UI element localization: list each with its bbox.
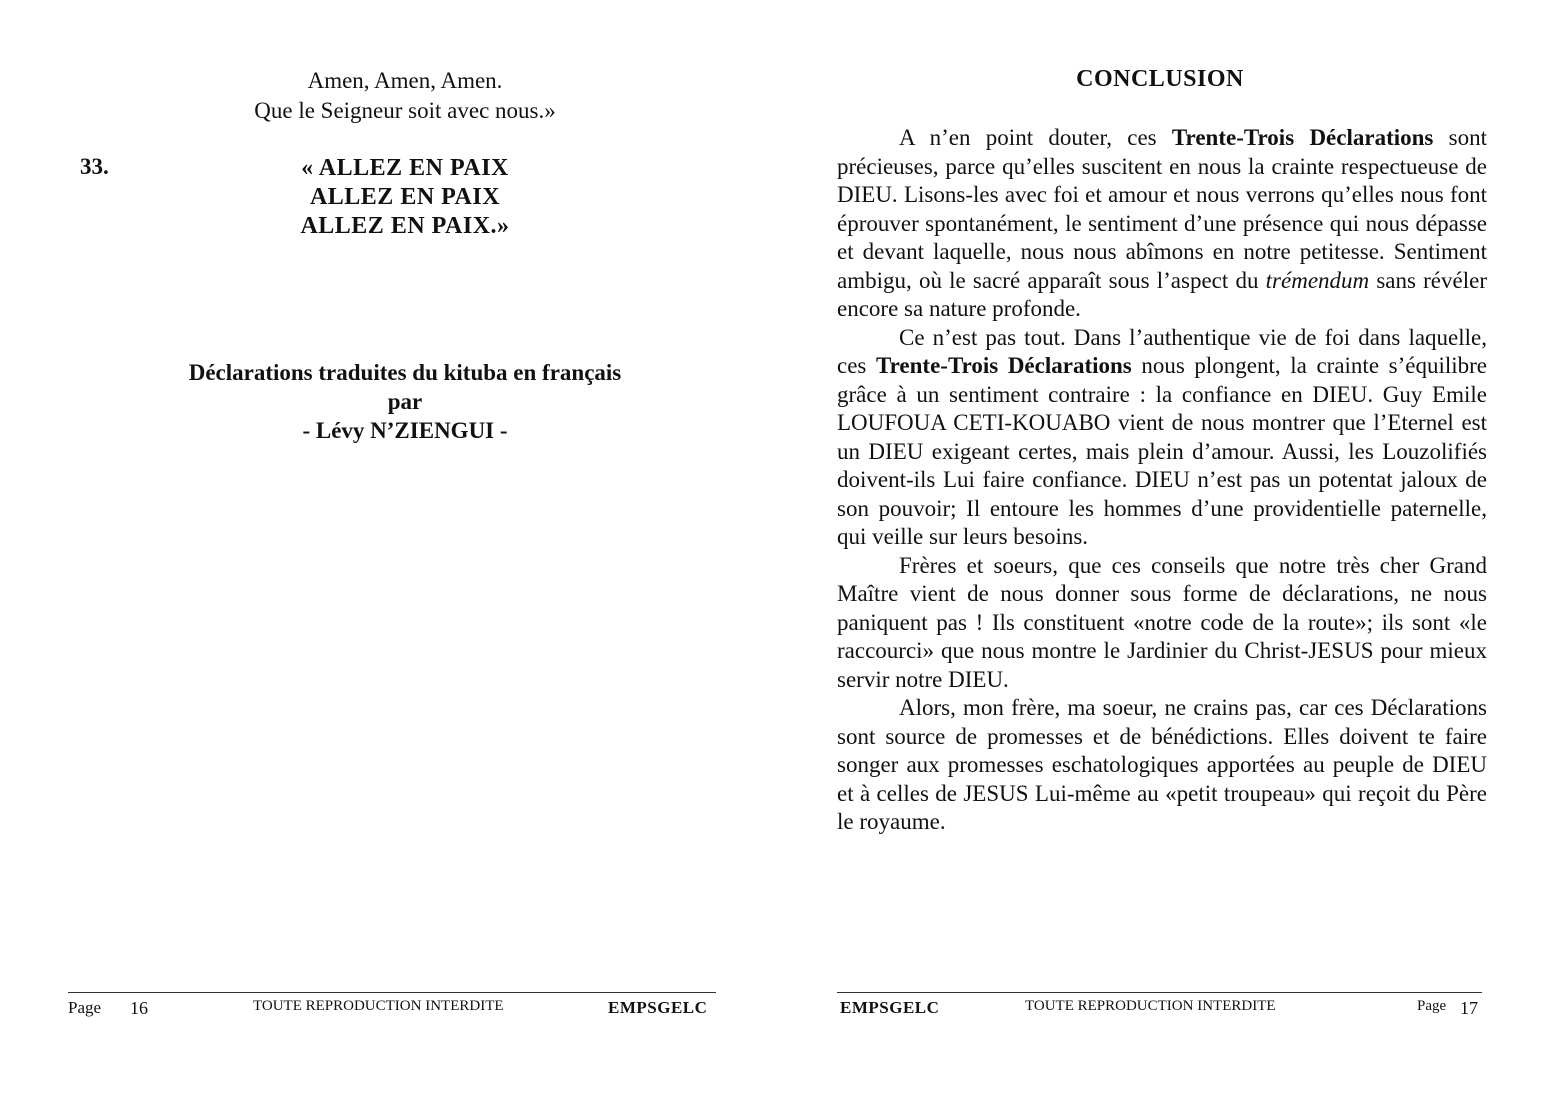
paragraph: Frères et soeurs, que ces conseils que notre très cher Grand Maître vient de nous donner sous forme de déclarations, ne nous paniquent pas ! Ils constituent «notre code de la route»; ils sont «le raccourci» que nous montre le Jardinier du Christ-JESUS pour mieux servir notre DIEU. [837,552,1487,692]
page-label: Page [1417,998,1447,1014]
declaration-line: « ALLEZ EN PAIX [301,155,509,181]
paragraph [837,324,1487,552]
closing-line: Que le Seigneur soit avec nous.» [254,98,556,123]
text-run: A n’en point douter, ces [899,125,1172,150]
page-label: Page [68,998,102,1017]
declaration-line: ALLEZ EN PAIX [309,184,501,210]
conclusion-body [837,124,1487,837]
publisher-brand: EMPSGELC [840,998,940,1017]
right-page [775,0,1550,1099]
text-run: sont précieuses, parce qu’elles suscitent en nous la crainte respectueuse de DIEU. Lisons-les avec foi et amour et nous verrons qu’elles nous font éprouver spontanément, le sentiment d’une présence qui nous dépasse et devant laquelle, nous nous abîmons en notre petitesse. Sentiment ambigu, où le sacré apparaît sous l’aspect du [837,125,1487,293]
closing-prayer [170,66,640,126]
page-number: 16 [130,998,148,1018]
page-footer [837,992,1482,1023]
credit-line: par [387,389,423,414]
bold-text: Trente-Trois Déclarations [1171,125,1434,150]
bold-text: Trente-Trois Déclarations [875,353,1132,378]
credit-line: - Lévy N’ZIENGUI - [302,418,508,443]
translation-credit [110,358,700,445]
paragraph: Alors, mon frère, ma soeur, ne crains pas, car ces Déclarations sont source de promesses et de bénédictions. Elles doivent te faire songer aux promesses eschatologiques apportées au peuple de DIEU et à celles de JESUS Lui-même au «petit troupeau» qui reçoit du Père le royaume. [837,695,1487,834]
text-run: Ce n’est pas tout. Dans l’authentique vie de foi dans laquelle, ces [837,324,1487,378]
copyright-notice: TOUTE REPRODUCTION INTERDITE [1025,998,1276,1014]
text-run: sans révéler encore sa nature profonde. [837,267,1487,321]
closing-line: Amen, Amen, Amen. [307,68,503,93]
copyright-notice: TOUTE REPRODUCTION INTERDITE [253,998,504,1014]
paragraph [837,124,1487,324]
italic-text: trémendum [1265,267,1370,293]
publisher-brand: EMPSGELC [608,998,708,1017]
declaration-number: 33. [80,154,109,179]
declaration-line: ALLEZ EN PAIX.» [300,213,510,239]
page-title: CONCLUSION [1076,66,1244,92]
credit-line: Déclarations traduites du kituba en français [188,360,622,385]
page-footer [68,992,716,1023]
page-number: 17 [1460,998,1478,1018]
text-run: nous plongent, la crainte s’équilibre grâce à un sentiment contraire : la confiance en DIEU. Guy Emile LOUFOUA CETI-KOUABO vient de nous montrer que l’Eternel est un DIEU exigeant certes, mais plein d’amour. Aussi, les Louzolifiés doivent-ils Lui faire confiance. DIEU n’est pas un potentat jaloux de son pouvoir; Il entoure les hommes d’une providentielle paternelle, qui veille sur leurs besoins. [837,353,1487,549]
declaration-33 [255,154,555,241]
